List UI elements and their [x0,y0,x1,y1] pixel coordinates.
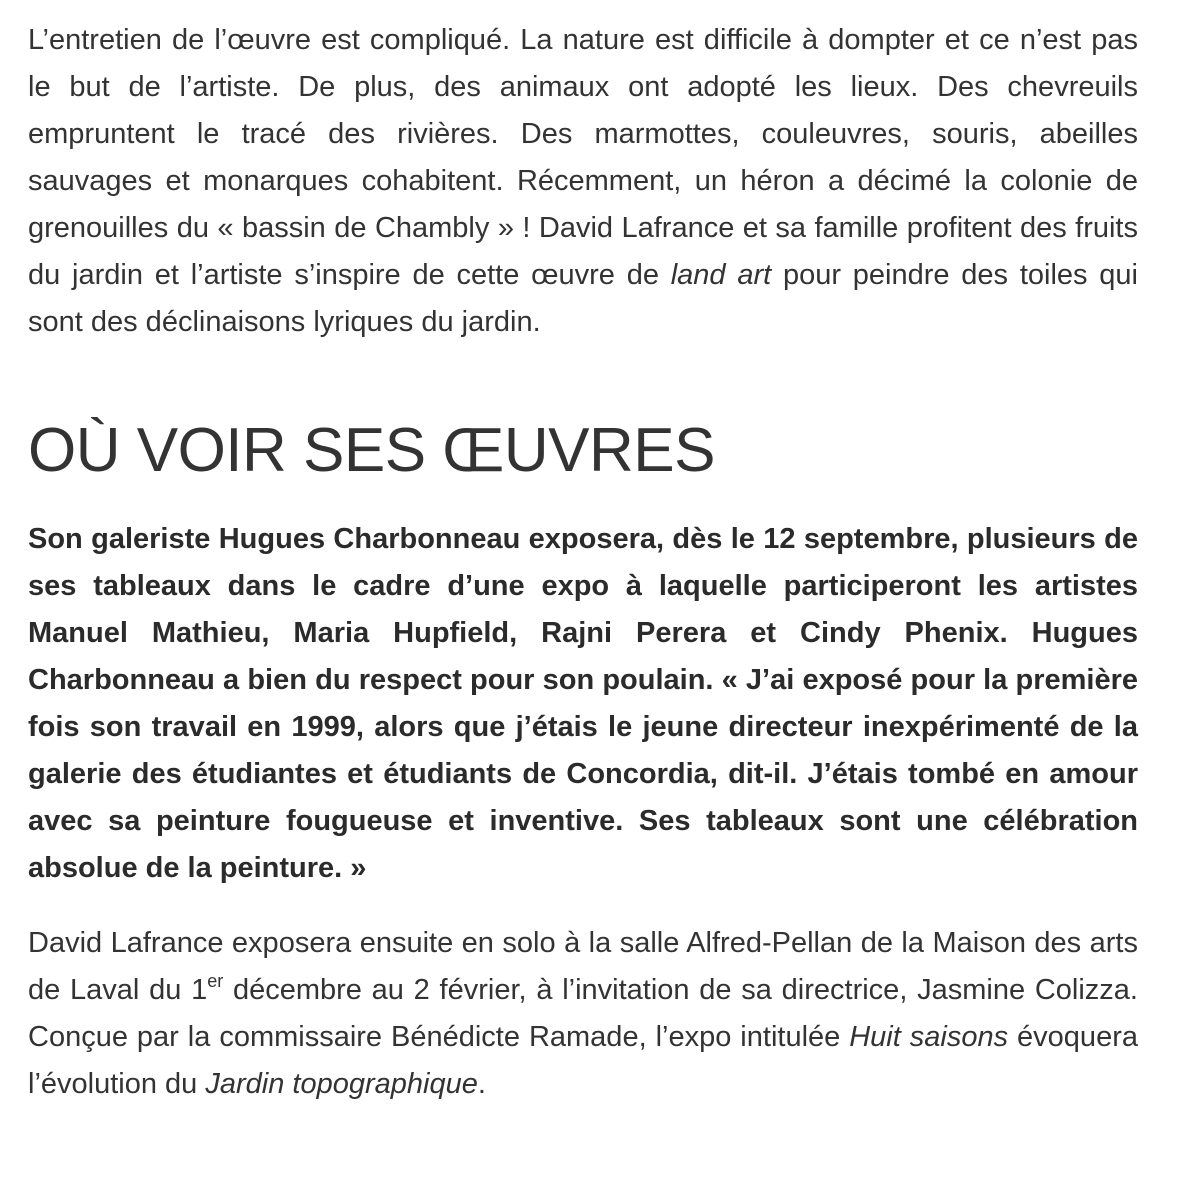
exhibition-title: Huit saisons [849,1021,1009,1053]
ordinal-superscript: er [207,971,224,991]
land-art-emphasis: land art [670,259,772,291]
paragraph-text: David Lafrance exposera ensuite en solo à la salle Alfred-Pellan de la Maison des arts de Laval du 1 [28,927,1138,1006]
paragraph-laval-exhibition [28,920,1138,1108]
article-body [28,0,1138,1108]
section-heading: OÙ VOIR SES ŒUVRES [28,416,715,485]
paragraph-text: évoquera l’évolution du [28,1021,1138,1100]
paragraph-text: . [477,1068,486,1100]
paragraph-text: décembre au 2 février, à l’invitation de sa directrice, Jasmine Colizza. Conçue par la commissaire Bénédicte Ramade, l’expo intitulée [28,974,1138,1053]
paragraph-gallery-exhibition: Son galeriste Hugues Charbonneau exposera, dès le 12 septembre, plusieurs de ses tableaux dans le cadre d’une expo à laquelle participeront les artistes Manuel Mathieu, Maria Hupfield, Rajni Perera et Cindy Phenix. Hugues Charbonneau a bien du respect pour son poulain. « J’ai exposé pour la première fois son travail en 1999, alors que j’étais le jeune directeur inexpérimenté de la galerie des étudiantes et étudiants de Concordia, dit-il. J’étais tombé en amour avec sa peinture fougueuse et inventive. Ses tableaux sont une célébration absolue de la peinture. » [28,523,1138,884]
work-title: Jardin topographique [205,1068,478,1100]
paragraph-text: L’entretien de l’œuvre est compliqué. La nature est difficile à dompter et ce n’est pas le but de l’artiste. De plus, des animaux ont adopté les lieux. Des chevreuils empruntent le tracé des rivières. Des marmottes, couleuvres, souris, abeilles sauvages et monarques cohabitent. Récemment, un héron a décimé la colonie de grenouilles du « bassin de Chambly » ! David Lafrance et sa famille profitent des fruits du jardin et l’artiste s’inspire de cette œuvre de [28,24,1138,291]
paragraph-land-art [28,0,1138,346]
paragraph-text: pour peindre des toiles qui sont des déclinaisons lyriques du jardin. [28,259,1138,338]
